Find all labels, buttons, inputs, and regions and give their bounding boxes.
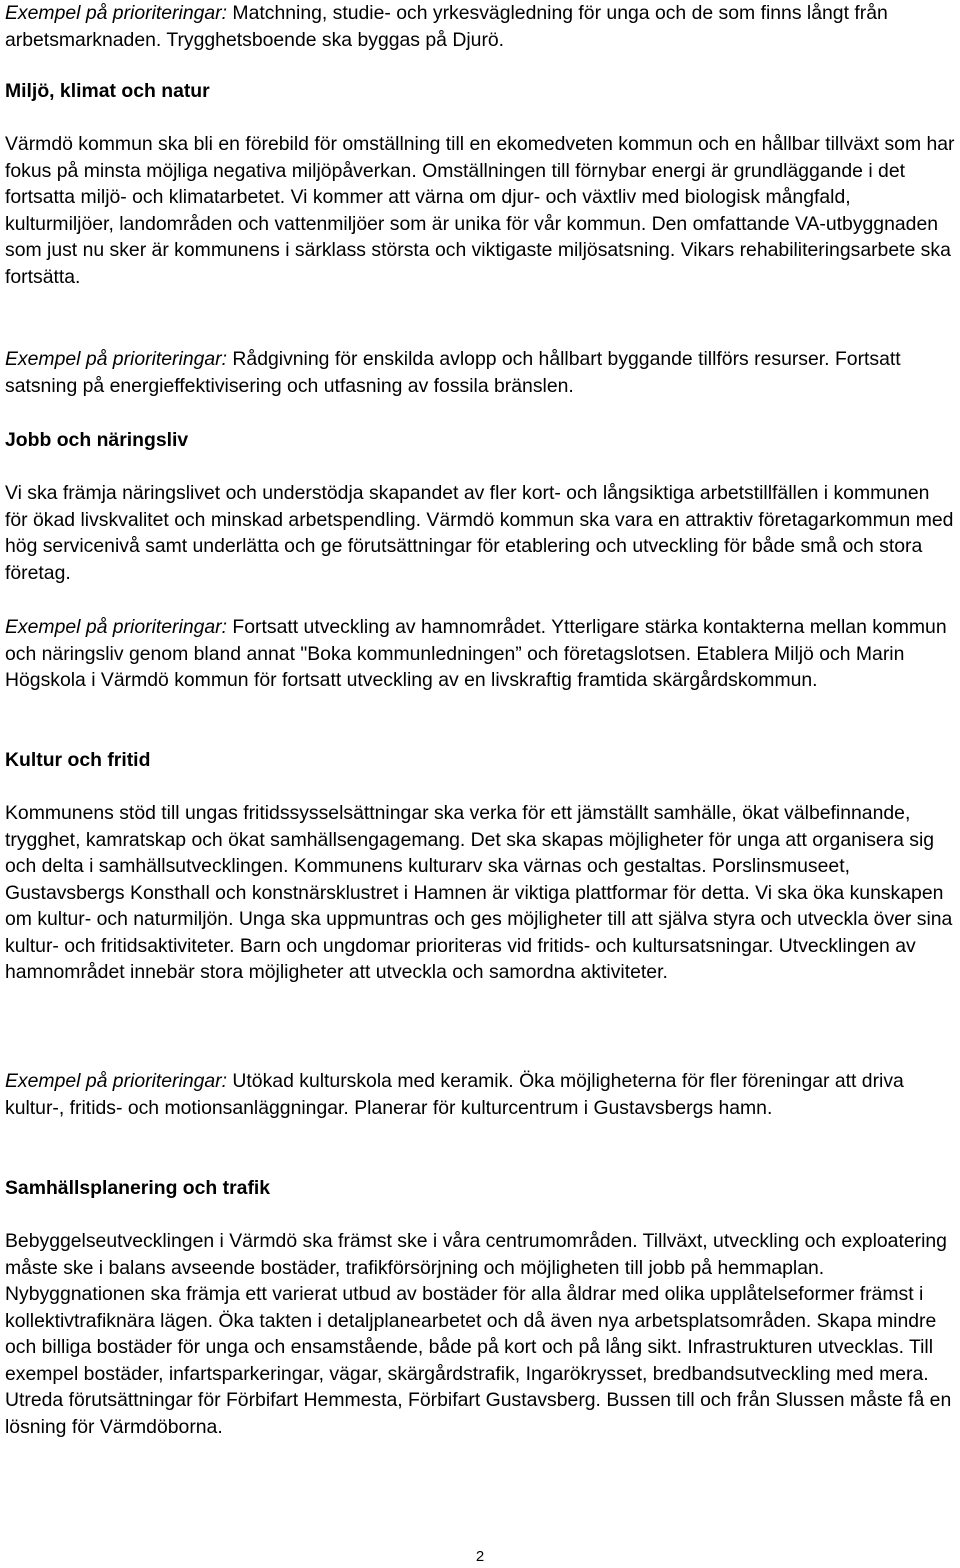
examples-text: Rådgivning för enskilda avlopp och hållbart byggande tillförs resurser. Fortsatt satsning på energieffektivisering och utfasning av fossila bränslen.	[5, 348, 901, 397]
section-heading: Samhällsplanering och trafik	[5, 1177, 271, 1199]
examples-paragraph	[5, 346, 955, 399]
section-miljo	[5, 78, 955, 105]
section-heading: Kultur och fritid	[5, 749, 151, 771]
examples-lead: Exempel på prioriteringar:	[5, 2, 228, 24]
section-samhallsplanering	[5, 1175, 955, 1202]
section-miljo-body	[5, 131, 955, 290]
section-miljo-examples	[5, 346, 955, 399]
examples-lead: Exempel på prioriteringar:	[5, 1070, 228, 1092]
examples-text: Matchning, studie- och yrkesvägledning för unga och de som finns långt från arbetsmarknaden. Trygghetsboende ska byggas på Djurö.	[5, 2, 888, 51]
section-jobb-body	[5, 480, 955, 586]
section-jobb	[5, 427, 955, 454]
section-body: Värmdö kommun ska bli en förebild för omställning till en ekomedveten kommun och en hållbar tillväxt som har fokus på minsta möjliga negativa miljöpåverkan. Omställningen till förnybar energi är grundläggande i det fortsatta miljö- och klimatarbetet. Vi kommer att värna om djur- och växtliv med biologisk mångfald, kulturmiljöer, landområden och vattenmiljöer som är unika för vår kommun. Den omfattande VA-utbyggnaden som just nu sker är kommunens i särklass största och viktigaste miljösatsning. Vikars rehabiliteringsarbete ska fortsätta.	[5, 133, 955, 288]
section-jobb-examples	[5, 614, 955, 694]
page-number: 2	[475, 1548, 485, 1565]
section-body: Bebyggelseutvecklingen i Värmdö ska främst ske i våra centrumområden. Tillväxt, utveckling och exploatering måste ske i balans avseende bostäder, trafikförsörjning och möjligheten till jobb på hemmaplan. Nybyggnationen ska främja ett varierat utbud av bostäder för alla åldrar med olika upplåtelseformer främst i kollektivtrafiknära lägen. Öka takten i detaljplanearbetet och då även nya arbetsplatsområden. Skapa mindre och billiga bostäder för unga och ensamstående, både på kort och på lång sikt. Infrastrukturen utvecklas. Till exempel bostäder, infartsparkeringar, vägar, skärgårdstrafik, Ingarökrysset, bredbandsutveckling med mera. Utreda förutsättningar för Förbifart Hemmesta, Förbifart Gustavsberg. Bussen till och från Slussen måste få en lösning för Värmdöborna.	[5, 1230, 952, 1438]
examples-text: Utökad kulturskola med keramik. Öka möjligheterna för fler föreningar att driva kultur-, fritids- och motionsanläggningar. Planerar för kulturcentrum i Gustavsbergs hamn.	[5, 1070, 904, 1119]
intro-paragraph	[5, 0, 955, 53]
intro-examples	[5, 0, 955, 53]
examples-paragraph	[5, 1068, 955, 1121]
examples-lead: Exempel på prioriteringar:	[5, 348, 228, 370]
section-kultur	[5, 747, 955, 774]
section-heading: Miljö, klimat och natur	[5, 80, 210, 102]
examples-lead: Exempel på prioriteringar:	[5, 616, 228, 638]
examples-paragraph	[5, 614, 955, 694]
section-kultur-body	[5, 800, 955, 986]
section-body: Kommunens stöd till ungas fritidssysselsättningar ska verka för ett jämställt samhälle, ökat välbefinnande, trygghet, kamratskap och ökat samhällsengagemang. Det ska skapas möjligheter för unga att organisera sig och delta i samhällsutvecklingen. Kommunens kulturarv ska värnas och gestaltas. Porslinsmuseet, Gustavsbergs Konsthall och konstnärsklustret i Hamnen är viktiga plattformar för detta. Vi ska öka kunskapen om kultur- och naturmiljön. Unga ska uppmuntras och ges möjligheter till att själva styra och utveckla över sina kultur- och fritidsaktiviteter. Barn och ungdomar prioriteras vid fritids- och kultursatsningar. Utvecklingen av hamnområdet innebär stora möjligheter att utveckla och samordna aktiviteter.	[5, 802, 953, 983]
section-heading: Jobb och näringsliv	[5, 429, 189, 451]
examples-text: Fortsatt utveckling av hamnområdet. Ytterligare stärka kontakterna mellan kommun och näringsliv genom bland annat "Boka kommunledningen” och företagslotsen. Etablera Miljö och Marin Högskola i Värmdö kommun för fortsatt utveckling av en livskraftig framtida skärgårdskommun.	[5, 616, 947, 691]
section-kultur-examples	[5, 1068, 955, 1121]
section-body: Vi ska främja näringslivet och understödja skapandet av fler kort- och långsiktiga arbetstillfällen i kommunen för ökad livskvalitet och minskad arbetspendling. Värmdö kommun ska vara en attraktiv företagarkommun med hög servicenivå samt underlätta och ge förutsättningar för etablering och utveckling för både små och stora företag.	[5, 482, 954, 584]
section-samhallsplanering-body	[5, 1228, 955, 1440]
